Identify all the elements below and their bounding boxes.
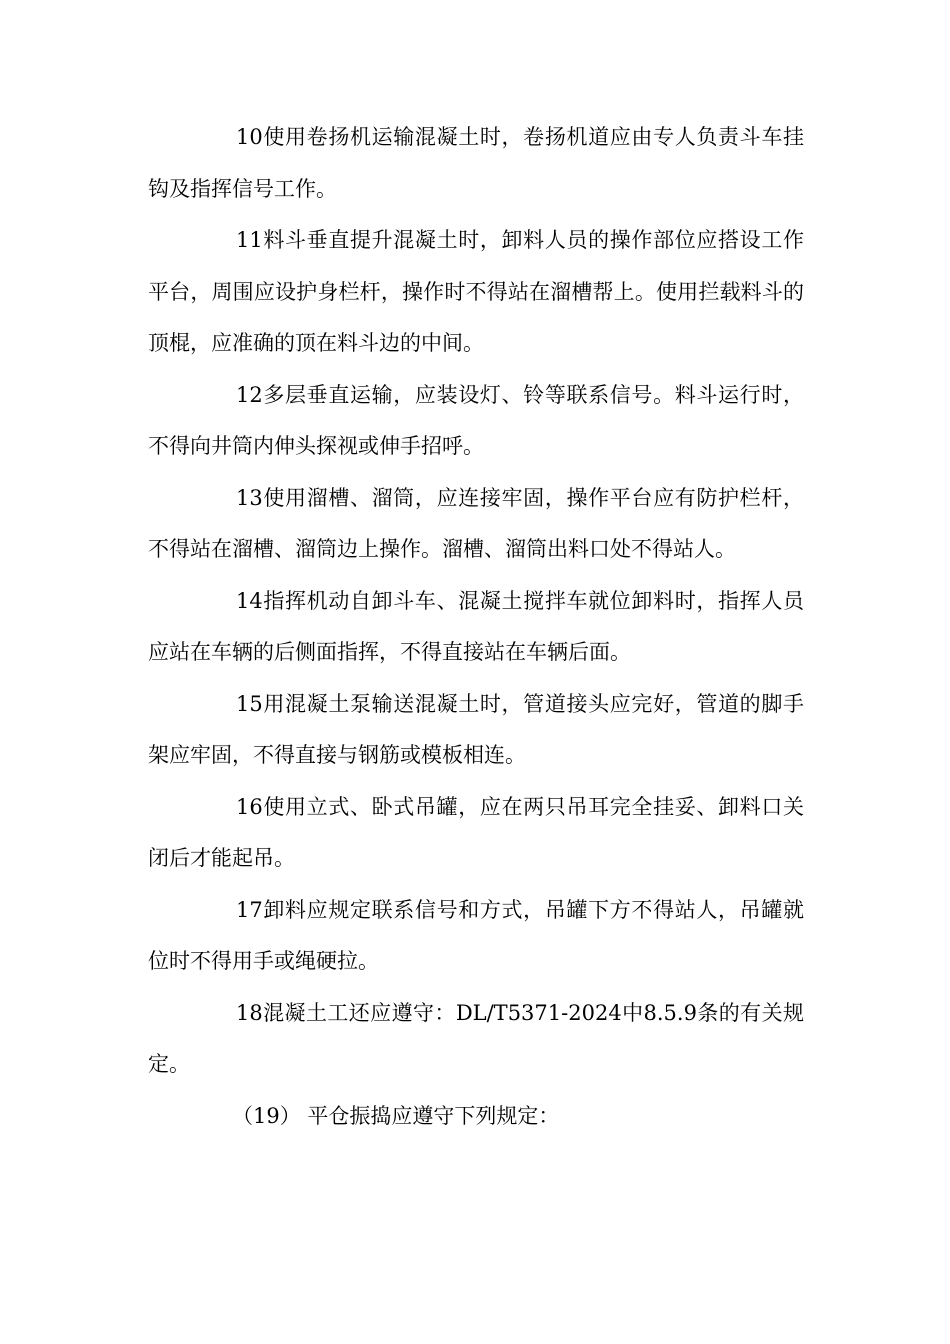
- paragraph-17: 17卸料应规定联系信号和方式，吊罐下方不得站人，吊罐就位时不得用手或绳硬拉。: [148, 897, 804, 973]
- paragraph-14: 14指挥机动自卸斗车、混凝土搅拌车就位卸料时，指挥人员应站在车辆的后侧面指挥，不得直接站在车辆后面。: [148, 588, 804, 664]
- paragraph-11: 11料斗垂直提升混凝土时，卸料人员的操作部位应搭设工作平台，周围应设护身栏杆，操作时不得站在溜槽帮上。使用拦载料斗的顶棍，应准确的顶在料斗边的中间。: [148, 228, 804, 355]
- paragraph-18: 18混凝土工还应遵守：DL/T5371-2024中8.5.9条的有关规定。: [148, 1000, 804, 1076]
- paragraph-13: 13使用溜槽、溜筒，应连接牢固，操作平台应有防护栏杆，不得站在溜槽、溜筒边上操作。溜槽、溜筒出料口处不得站人。: [148, 485, 804, 561]
- paragraph-15: 15用混凝土泵输送混凝土时，管道接头应完好，管道的脚手架应牢固，不得直接与钢筋或模板相连。: [148, 691, 804, 767]
- paragraph-12: 12多层垂直运输，应装设灯、铃等联系信号。料斗运行时，不得向井筒内伸头探视或伸手招呼。: [148, 382, 804, 458]
- paragraph-10: 10使用卷扬机运输混凝土时，卷扬机道应由专人负责斗车挂钩及指挥信号工作。: [148, 125, 804, 201]
- section-heading-19: （19） 平仓振捣应遵守下列规定：: [232, 1103, 560, 1128]
- paragraph-16: 16使用立式、卧式吊罐，应在两只吊耳完全挂妥、卸料口关闭后才能起吊。: [148, 794, 804, 870]
- document-body: [148, 112, 804, 1142]
